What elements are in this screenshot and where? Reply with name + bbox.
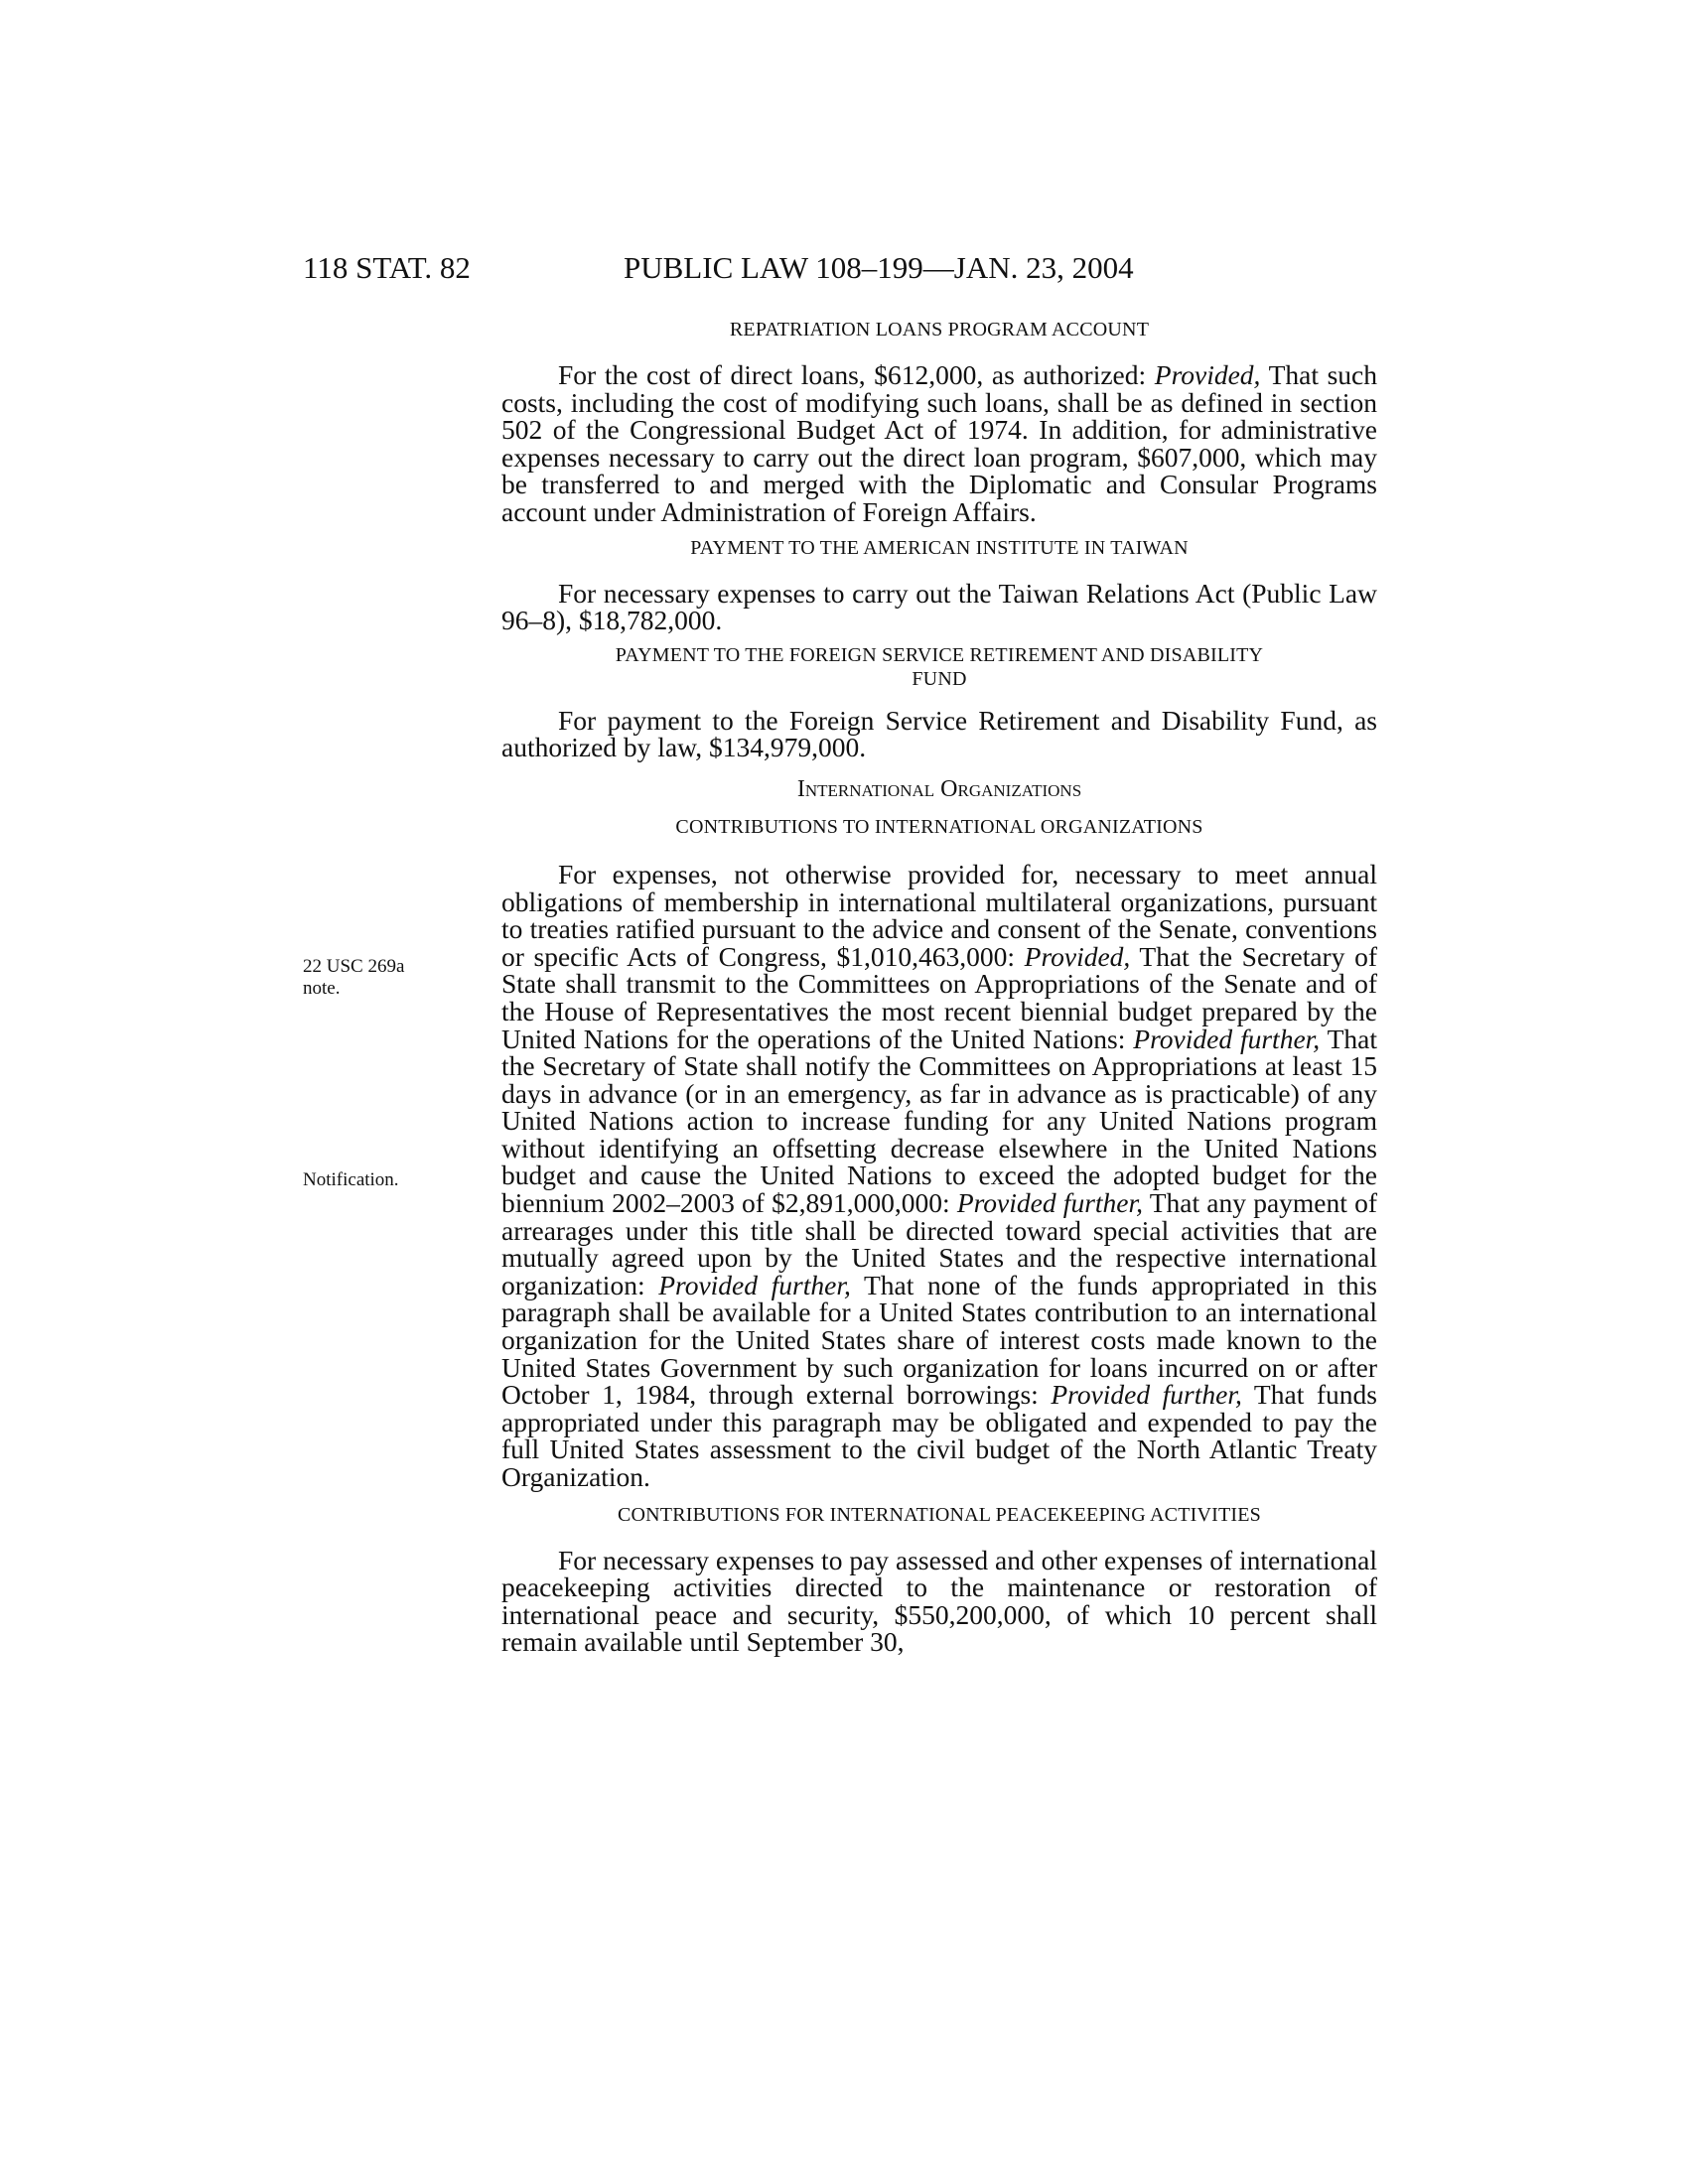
usc-citation-line2: note. [303, 978, 341, 999]
usc-citation-line1: 22 USC 269a [303, 956, 405, 977]
page-header [303, 250, 1375, 286]
margin-note-usc-citation [303, 956, 452, 1000]
section-heading-retirement [501, 643, 1377, 691]
paragraph-repatriation: For the cost of direct loans, $612,000, as authorized: Provided, That such costs, including the cost of modifying such loans, shall be as defined in section 502 of the Congressional Budget Act of 1974. In addition, for administrative expenses necessary to carry out the direct loan program, $607,000, which may be transferred to and merged with the Diplomatic and Consular Programs account under Administration of Foreign Affairs. [501, 359, 1377, 527]
heading-retirement-line1: PAYMENT TO THE FOREIGN SERVICE RETIREMENT AND DISABILITY [615, 643, 1264, 666]
heading-retirement-line2: FUND [912, 667, 967, 690]
section-heading-repatriation: REPATRIATION LOANS PROGRAM ACCOUNT [729, 319, 1150, 341]
margin-note-notification: Notification. [303, 1169, 399, 1190]
section-heading-peacekeeping: CONTRIBUTIONS FOR INTERNATIONAL PEACEKEEPING ACTIVITIES [617, 1503, 1261, 1526]
section-heading-contributions: CONTRIBUTIONS TO INTERNATIONAL ORGANIZATIONS [675, 815, 1203, 838]
statute-page-number: 118 STAT. 82 [303, 250, 471, 285]
running-head: PUBLIC LAW 108–199—JAN. 23, 2004 [624, 250, 1134, 285]
paragraph-retirement: For payment to the Foreign Service Retirement and Disability Fund, as authorized by law, $134,979,000. [501, 704, 1377, 763]
major-heading-international-organizations: International Organizations [796, 775, 1082, 802]
paragraph-contributions: For expenses, not otherwise provided for, necessary to meet annual obligations of membership in international multilateral organizations, pursuant to treaties ratified pursuant to the advice and consent of the Senate, conventions or specific Acts of Congress, $1,010,463,000: Provided, That the Secretary of State shall transmit to the Committees on Appropriations of the Senate and of the House of Representatives the most recent biennial budget prepared by the United Nations for the operations of the United Nations: Provided further, That the Secretary of State shall notify the Committees on Appropriations at least 15 days in advance (or in an emergency, as far in advance as is practicable) of any United Nations action to increase funding for any United Nations program without identifying an offsetting decrease elsewhere in the United Nations budget and cause the United Nations to exceed the adopted budget for the biennium 2002–2003 of $2,891,000,000: Provided further, That any payment of arrearages under this title shall be directed toward special activities that are mutually agreed upon by the United States and the respective international organization: Provided further, That none of the funds appropriated in this paragraph shall be available for a United States contribution to an international organization for the United States share of interest costs made known to the United States Government by such organization for loans incurred on or after October 1, 1984, through external borrowings: Provided further, That funds appropriated under this paragraph may be obligated and expended to pay the full United States assessment to the civil budget of the North Atlantic Treaty Organization. [501, 858, 1378, 1492]
document-body [501, 318, 1377, 1656]
paragraph-taiwan: For necessary expenses to carry out the Taiwan Relations Act (Public Law 96–8), $18,782,000. [501, 577, 1377, 636]
section-heading-taiwan: PAYMENT TO THE AMERICAN INSTITUTE IN TAIWAN [690, 536, 1189, 559]
paragraph-peacekeeping: For necessary expenses to pay assessed and other expenses of international peacekeeping activities directed to the maintenance or restoration of international peace and security, $550,200,000, of which 10 percent shall remain available until September 30, [501, 1544, 1377, 1658]
